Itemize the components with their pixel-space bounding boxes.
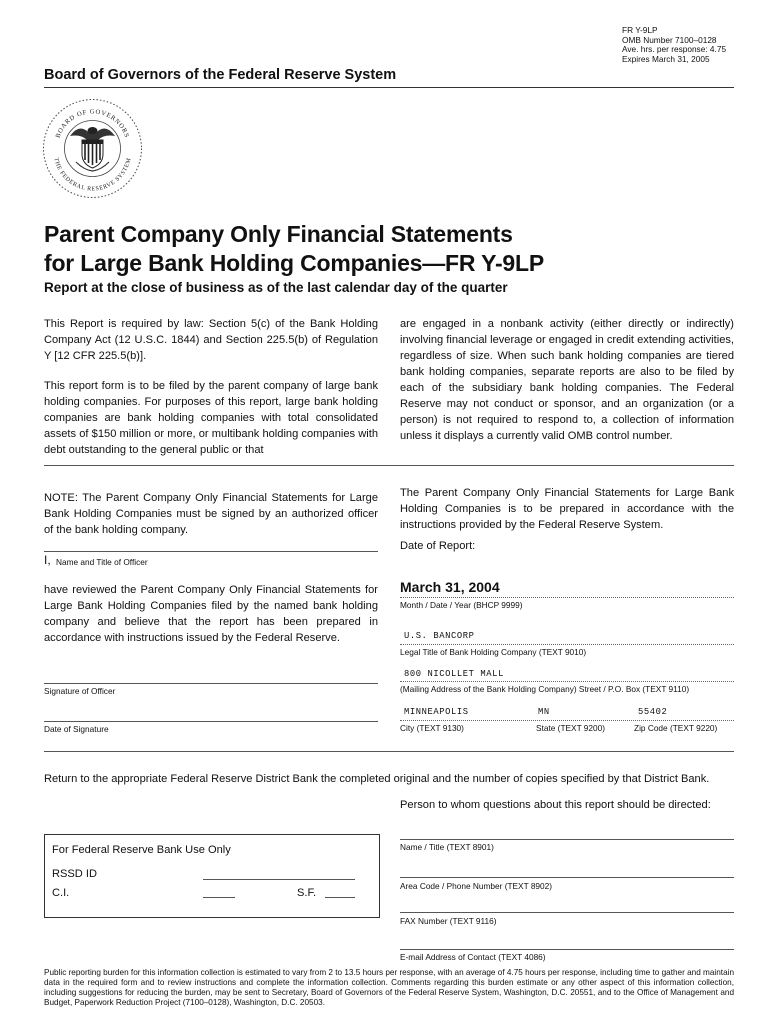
contact-heading: Person to whom questions about this report should be directed: [400, 799, 711, 811]
contact-fax-line[interactable] [400, 912, 734, 913]
federal-reserve-seal [40, 96, 145, 201]
contact-phone-line[interactable] [400, 877, 734, 878]
sf-field[interactable] [325, 897, 355, 898]
omb-number: OMB Number 7100–0128 [622, 34, 717, 45]
contact-name-line[interactable] [400, 839, 734, 840]
title-line-2: for Large Bank Holding Companies—FR Y-9LP [44, 250, 545, 276]
signature-line[interactable] [44, 683, 378, 684]
state-caption: State (TEXT 9200) [536, 723, 606, 733]
contact-phone-caption: Area Code / Phone Number (TEXT 8902) [400, 881, 553, 891]
rssd-id-label: RSSD ID [52, 868, 97, 880]
title-line-1: Parent Company Only Financial Statements [44, 221, 513, 247]
federal-reserve-use-box [44, 834, 380, 918]
i-label: I, [44, 553, 51, 567]
officer-name-caption: Name and Title of Officer [56, 557, 148, 567]
contact-name-caption: Name / Title (TEXT 8901) [400, 842, 494, 852]
contact-fax-caption: FAX Number (TEXT 9116) [400, 916, 497, 926]
legal-authority-text: This Report is required by law: Section 5(c) of the Bank Holding Company Act (12 U.S.C. 1844) and Section 225.5(b) of Regulation Y [12 CFR 225.5(b)]. [44, 318, 378, 362]
filer-description-text: This report form is to be filed by the parent company of large bank holding companies. For purposes of this report, large bank holding companies are bank holding companies with total consolidated assets of $150 million or more, or multibank holding companies with debt outstanding to the general public or that [44, 380, 378, 456]
preparation-instructions: The Parent Company Only Financial Statements for Large Bank Holding Companies is to be prepared in accordance with the instructions provided by the Federal Reserve System. [400, 487, 734, 531]
mailing-address-value: 800 NICOLLET MALL [404, 669, 504, 679]
section-divider [44, 465, 734, 466]
header-divider [44, 87, 734, 88]
fed-use-title: For Federal Reserve Bank Use Only [52, 844, 231, 856]
signature-note: NOTE: The Parent Company Only Financial Statements for Large Bank Holding Companies must be signed by an authorized officer of the bank holding company. [44, 492, 378, 536]
signature-date-line[interactable] [44, 721, 378, 722]
report-subtitle: Report at the close of business as of the last calendar day of the quarter [44, 280, 508, 295]
response-hours: Ave. hrs. per response: 4.75 [622, 44, 727, 55]
mailing-address-line[interactable] [400, 681, 734, 682]
seal-bottom-text: THE FEDERAL RESERVE SYSTEM [52, 157, 133, 193]
officer-name-line[interactable] [44, 551, 378, 552]
filer-description-continued: are engaged in a nonbank activity (either directly or indirectly) involving financial leverage or engaged in credit extending activities, regardless of size. When such bank holding companies are tiered bank holding companies, separate reports are also to be filed by each of the subsidiary bank holding companies. The Federal Reserve may not conduct or sponsor, and an organization (or a person) is not required to respond to, a collection of information unless it displays a currently valid OMB control number. [400, 318, 734, 442]
burden-statement: Public reporting burden for this information collection is estimated to vary from 2 to 13.5 hours per response, with an average of 4.75 hours per response, including time to gather and maintain data in the required form and to review instructions and complete the information collection. Comments regarding this burden estimate or any other aspect of this information collection, including suggestions for reducing the burden, may be sent to Secretary, Board of Governors of the Federal Reserve System, Washington, D.C. 20551, and to the Office of Management and Budget, Paperwork Reduction Project (7100–0128), Washington, D.C. 20503. [44, 968, 734, 1007]
city-state-zip-line[interactable] [400, 720, 734, 721]
expiration-date: Expires March 31, 2005 [622, 53, 710, 64]
agency-name: Board of Governors of the Federal Reserve System [44, 67, 397, 83]
ci-field[interactable] [203, 897, 235, 898]
zip-caption: Zip Code (TEXT 9220) [634, 723, 718, 733]
return-instructions: Return to the appropriate Federal Reserve District Bank the completed original and the number of copies specified by that District Bank. [44, 773, 710, 785]
intro-left-column [44, 316, 378, 472]
ci-label: C.I. [52, 887, 70, 899]
signature-date-caption: Date of Signature [44, 724, 109, 734]
company-name-line[interactable] [400, 644, 734, 645]
report-date-line[interactable] [400, 597, 734, 598]
mailing-address-caption: (Mailing Address of the Bank Holding Company) Street / P.O. Box (TEXT 9110) [400, 684, 690, 694]
intro-right-column [400, 316, 734, 458]
city-caption: City (TEXT 9130) [400, 723, 464, 733]
report-date-value: March 31, 2004 [400, 579, 500, 595]
form-id: FR Y-9LP [622, 25, 658, 35]
company-name-caption: Legal Title of Bank Holding Company (TEXT 9010) [400, 647, 587, 657]
review-statement: have reviewed the Parent Company Only Financial Statements for Large Bank Holding Companies filed by the named bank holding company and believe that the report has been prepared in accordance with instructions issued by the Federal Reserve. [44, 584, 378, 644]
seal-top-text: BOARD OF GOVERNORS [54, 108, 131, 139]
city-value: MINNEAPOLIS [404, 707, 469, 717]
report-date-caption: Month / Date / Year (BHCP 9999) [400, 600, 523, 610]
company-name-value: U.S. BANCORP [404, 631, 475, 641]
report-title [44, 220, 544, 278]
contact-email-line[interactable] [400, 949, 734, 950]
sf-label: S.F. [297, 887, 317, 899]
signature-caption: Signature of Officer [44, 686, 116, 696]
form-info [622, 26, 726, 64]
contact-email-caption: E-mail Address of Contact (TEXT 4086) [400, 952, 546, 962]
section-divider-2 [44, 751, 734, 752]
zip-value: 55402 [638, 707, 668, 717]
rssd-id-field[interactable] [203, 879, 355, 880]
state-value: MN [538, 707, 550, 717]
date-of-report-label: Date of Report: [400, 540, 476, 552]
